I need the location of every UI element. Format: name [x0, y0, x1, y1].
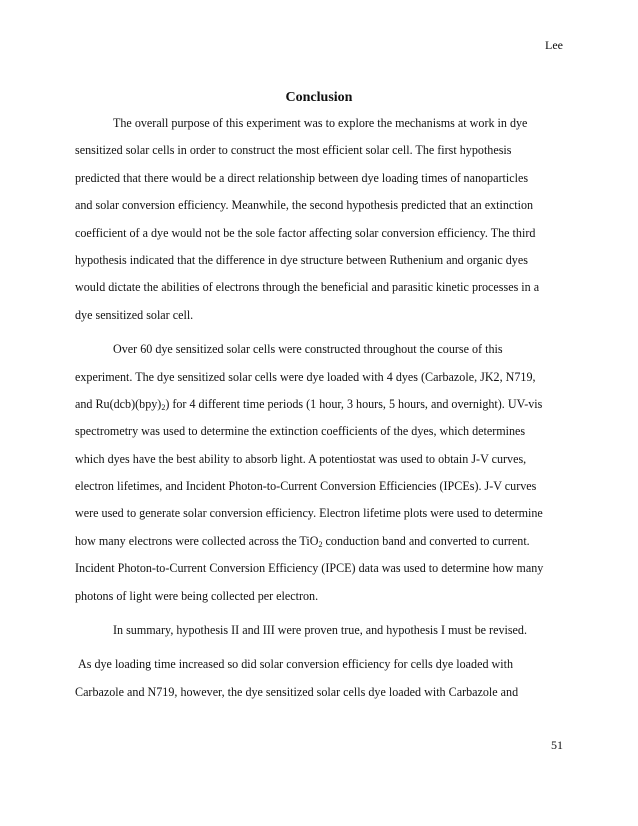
page-number: 51: [551, 738, 563, 752]
text-line: Carbazole and N719, however, the dye sensitized solar cells dye loaded with Carbazole and: [75, 684, 519, 699]
paragraph-1: [75, 114, 563, 333]
text-line: electron lifetimes, and Incident Photon-to-Current Conversion Efficiencies (IPCEs). J-V curves: [75, 479, 537, 494]
text-line: As dye loading time increased so did solar conversion efficiency for cells dye loaded with: [78, 657, 514, 672]
section-title: Conclusion: [285, 90, 353, 105]
text-line: coefficient of a dye would not be the sole factor affecting solar conversion efficiency. The third: [75, 225, 536, 240]
text-line: spectrometry was used to determine the extinction coefficients of the dyes, which determines: [75, 424, 526, 439]
text-line: and solar conversion efficiency. Meanwhile, the second hypothesis predicted that an extinction: [75, 198, 534, 213]
paragraph-4: [75, 655, 563, 710]
document-body: [75, 114, 563, 710]
text-line: predicted that there would be a direct relationship between dye loading times of nanoparticles: [75, 170, 529, 185]
subscript: 2: [161, 402, 166, 412]
paragraph-3: [75, 621, 563, 648]
text-line: photons of light were being collected per electron.: [75, 588, 319, 603]
text-line: [75, 395, 563, 422]
text-line: were used to generate solar conversion efficiency. Electron lifetime plots were used to determine: [75, 506, 543, 521]
paragraph-2: [75, 340, 563, 614]
text-line: [75, 532, 563, 559]
text-line: sensitized solar cells in order to construct the most efficient solar cell. The first hypothesis: [75, 143, 512, 158]
text-line: would dictate the abilities of electrons through the beneficial and parasitic kinetic processes in a: [75, 280, 540, 295]
text-line: Over 60 dye sensitized solar cells were constructed throughout the course of this: [113, 342, 503, 357]
text-run: conduction band and converted to current.: [322, 533, 530, 548]
text-line: experiment. The dye sensitized solar cells were dye loaded with 4 dyes (Carbazole, JK2, N719,: [75, 369, 536, 384]
subscript: 2: [318, 539, 323, 549]
text-run: ) for 4 different time periods (1 hour, 3 hours, 5 hours, and overnight). UV-vis: [165, 396, 543, 411]
text-line: In summary, hypothesis II and III were proven true, and hypothesis I must be revised.: [113, 623, 527, 638]
running-header-author: Lee: [545, 38, 563, 52]
text-line: Incident Photon-to-Current Conversion Efficiency (IPCE) data was used to determine how many: [75, 561, 544, 576]
text-run: and Ru(dcb)(bpy): [75, 396, 162, 411]
text-line: dye sensitized solar cell.: [75, 307, 194, 322]
text-run: how many electrons were collected across the TiO: [75, 533, 319, 548]
text-line: hypothesis indicated that the difference in dye structure between Ruthenium and organic dyes: [75, 252, 528, 267]
text-line: The overall purpose of this experiment was to explore the mechanisms at work in dye: [113, 116, 528, 130]
text-line: which dyes have the best ability to absorb light. A potentiostat was used to obtain J-V curves,: [75, 451, 527, 466]
